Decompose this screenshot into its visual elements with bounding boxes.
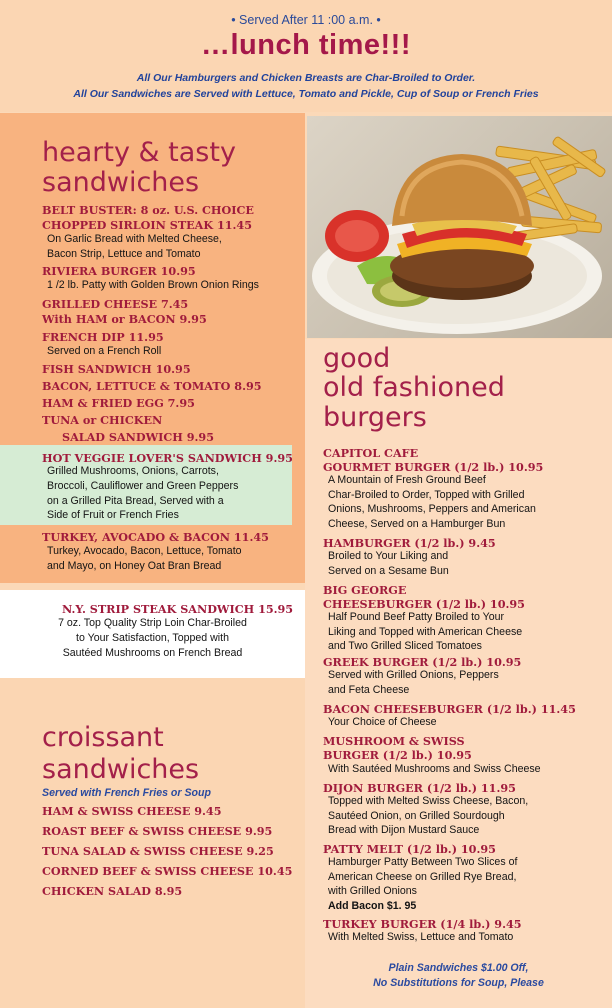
strip-desc1: 7 oz. Top Quality Strip Loin Char-Broiled xyxy=(58,617,247,629)
turkey-desc2: and Mayo, on Honey Oat Bran Bread xyxy=(47,560,222,572)
burgers-title-line2: old fashioned xyxy=(323,372,505,403)
mushroom-desc: With Sautéed Mushrooms and Swiss Cheese xyxy=(328,763,541,775)
veggie-desc3: on a Grilled Pita Bread, Served with a xyxy=(47,495,224,507)
french-dip: FRENCH DIP 11.95 xyxy=(42,330,164,344)
croissant-item-ham-swiss: HAM & SWISS CHEESE 9.45 xyxy=(42,804,222,818)
patty-desc3: with Grilled Onions xyxy=(328,885,417,897)
capitol-cafe-line2: GOURMET BURGER (1/2 lb.) 10.95 xyxy=(323,460,544,474)
croissant-title-line2: sandwiches xyxy=(42,754,200,785)
sandwiches-title-line2: sandwiches xyxy=(42,167,200,198)
capitol-desc3: Onions, Mushrooms, Peppers and American xyxy=(328,503,536,515)
burgers-title-line3: burgers xyxy=(323,402,427,433)
croissant-item-corned-beef: CORNED BEEF & SWISS CHEESE 10.45 xyxy=(42,864,293,878)
menu-header xyxy=(0,0,612,112)
greek-burger: GREEK BURGER (1/2 lb.) 10.95 xyxy=(323,655,522,669)
dijon-desc2: Sautéed Onion, on Grilled Sourdough xyxy=(328,810,505,822)
tuna-chicken-line1: TUNA or CHICKEN xyxy=(42,413,163,427)
veggie-lover-sandwich: HOT VEGGIE LOVER'S SANDWICH 9.95 xyxy=(42,451,293,465)
big-george-line1: BIG GEORGE xyxy=(323,583,407,597)
turkey-burger: TURKEY BURGER (1/4 lb.) 9.45 xyxy=(323,917,522,931)
mushroom-swiss-line1: MUSHROOM & SWISS xyxy=(323,734,465,748)
patty-desc2: American Cheese on Grilled Rye Bread, xyxy=(328,871,517,883)
veggie-desc2: Broccoli, Cauliflower and Green Peppers xyxy=(47,480,239,492)
ny-strip-steak: N.Y. STRIP STEAK SANDWICH 15.95 xyxy=(62,602,294,616)
belt-buster-desc2: Bacon Strip, Lettuce and Tomato xyxy=(47,248,201,260)
capitol-cafe-line1: CAPITOL CAFE xyxy=(323,446,419,460)
big-george-line2: CHEESEBURGER (1/2 lb.) 10.95 xyxy=(323,597,525,611)
bacon-cheeseburger: BACON CHEESEBURGER (1/2 lb.) 11.45 xyxy=(323,702,576,716)
french-dip-desc: Served on a French Roll xyxy=(47,345,162,357)
burger-photo xyxy=(307,116,612,338)
belt-buster-line1: BELT BUSTER: 8 oz. U.S. CHOICE xyxy=(42,203,254,217)
burger-and-fries-image xyxy=(307,116,612,338)
greek-desc1: Served with Grilled Onions, Peppers xyxy=(328,669,499,681)
capitol-desc4: Cheese, Served on a Hamburger Bun xyxy=(328,518,506,530)
belt-buster-desc1: On Garlic Bread with Melted Cheese, xyxy=(47,233,222,245)
hamburger-desc1: Broiled to Your Liking and xyxy=(328,550,449,562)
patty-add-bacon: Add Bacon $1. 95 xyxy=(328,900,417,912)
char-broiled-note: All Our Hamburgers and Chicken Breasts are Char-Broiled to Order. xyxy=(136,72,476,84)
patty-melt: PATTY MELT (1/2 lb.) 10.95 xyxy=(323,842,496,856)
grilled-cheese-ham: With HAM or BACON 9.95 xyxy=(42,312,207,326)
dijon-burger: DIJON BURGER (1/2 lb.) 11.95 xyxy=(323,781,516,795)
capitol-desc2: Char-Broiled to Order, Topped with Grilled xyxy=(328,489,525,501)
blt-sandwich: BACON, LETTUCE & TOMATO 8.95 xyxy=(42,379,262,393)
croissant-item-chicken: CHICKEN SALAD 8.95 xyxy=(42,884,183,898)
strip-desc3: Sautéed Mushrooms on French Bread xyxy=(62,647,243,659)
mushroom-swiss-line2: BURGER (1/2 lb.) 10.95 xyxy=(323,748,472,762)
veggie-desc4: Side of Fruit or French Fries xyxy=(47,509,179,521)
ham-fried-egg: HAM & FRIED EGG 7.95 xyxy=(42,396,195,410)
capitol-desc1: A Mountain of Fresh Ground Beef xyxy=(328,474,486,486)
bacon-cheese-desc: Your Choice of Cheese xyxy=(328,716,437,728)
belt-buster-line2: CHOPPED SIRLOIN STEAK 11.45 xyxy=(42,218,253,232)
no-substitutions-note: No Substitutions for Soup, Please xyxy=(373,977,544,989)
greek-desc2: and Feta Cheese xyxy=(328,684,410,696)
sandwiches-title-line1: hearty & tasty xyxy=(42,137,236,168)
riviera-burger: RIVIERA BURGER 10.95 xyxy=(42,264,196,278)
hamburger-desc2: Served on a Sesame Bun xyxy=(328,565,449,577)
dijon-desc1: Topped with Melted Swiss Cheese, Bacon, xyxy=(328,795,529,807)
lunch-time-title: …lunch time!!! xyxy=(201,29,411,61)
veggie-desc1: Grilled Mushrooms, Onions, Carrots, xyxy=(47,465,219,477)
turkey-avocado-bacon: TURKEY, AVOCADO & BACON 11.45 xyxy=(42,530,269,544)
george-desc3: and Two Grilled Sliced Tomatoes xyxy=(328,640,482,652)
burgers-title-line1: good xyxy=(323,343,391,374)
george-desc2: Liking and Topped with American Cheese xyxy=(328,626,523,638)
george-desc1: Half Pound Beef Patty Broiled to Your xyxy=(328,611,505,623)
riviera-desc: 1 /2 lb. Patty with Golden Brown Onion Rings xyxy=(47,279,259,291)
hamburger: HAMBURGER (1/2 lb.) 9.45 xyxy=(323,536,496,550)
grilled-cheese: GRILLED CHEESE 7.45 xyxy=(42,297,189,311)
tuna-chicken-line2: SALAD SANDWICH 9.95 xyxy=(62,430,215,444)
served-after-note: • Served After 11 :00 a.m. • xyxy=(231,13,381,27)
turkey-burger-desc: With Melted Swiss, Lettuce and Tomato xyxy=(328,931,514,943)
sandwich-sides-note: All Our Sandwiches are Served with Lettuce, Tomato and Pickle, Cup of Soup or French Fries xyxy=(73,88,539,100)
fish-sandwich: FISH SANDWICH 10.95 xyxy=(42,362,191,376)
dijon-desc3: Bread with Dijon Mustard Sauce xyxy=(328,824,480,836)
croissant-item-tuna: TUNA SALAD & SWISS CHEESE 9.25 xyxy=(42,844,274,858)
turkey-desc1: Turkey, Avocado, Bacon, Lettuce, Tomato xyxy=(47,545,242,557)
croissant-title-line1: croissant xyxy=(42,722,164,753)
croissant-item-roast-beef: ROAST BEEF & SWISS CHEESE 9.95 xyxy=(42,824,273,838)
patty-desc1: Hamburger Patty Between Two Slices of xyxy=(328,856,518,868)
plain-sandwich-note: Plain Sandwiches $1.00 Off, xyxy=(388,962,529,974)
croissant-subtitle: Served with French Fries or Soup xyxy=(42,787,211,799)
strip-desc2: to Your Satisfaction, Topped with xyxy=(76,632,229,644)
